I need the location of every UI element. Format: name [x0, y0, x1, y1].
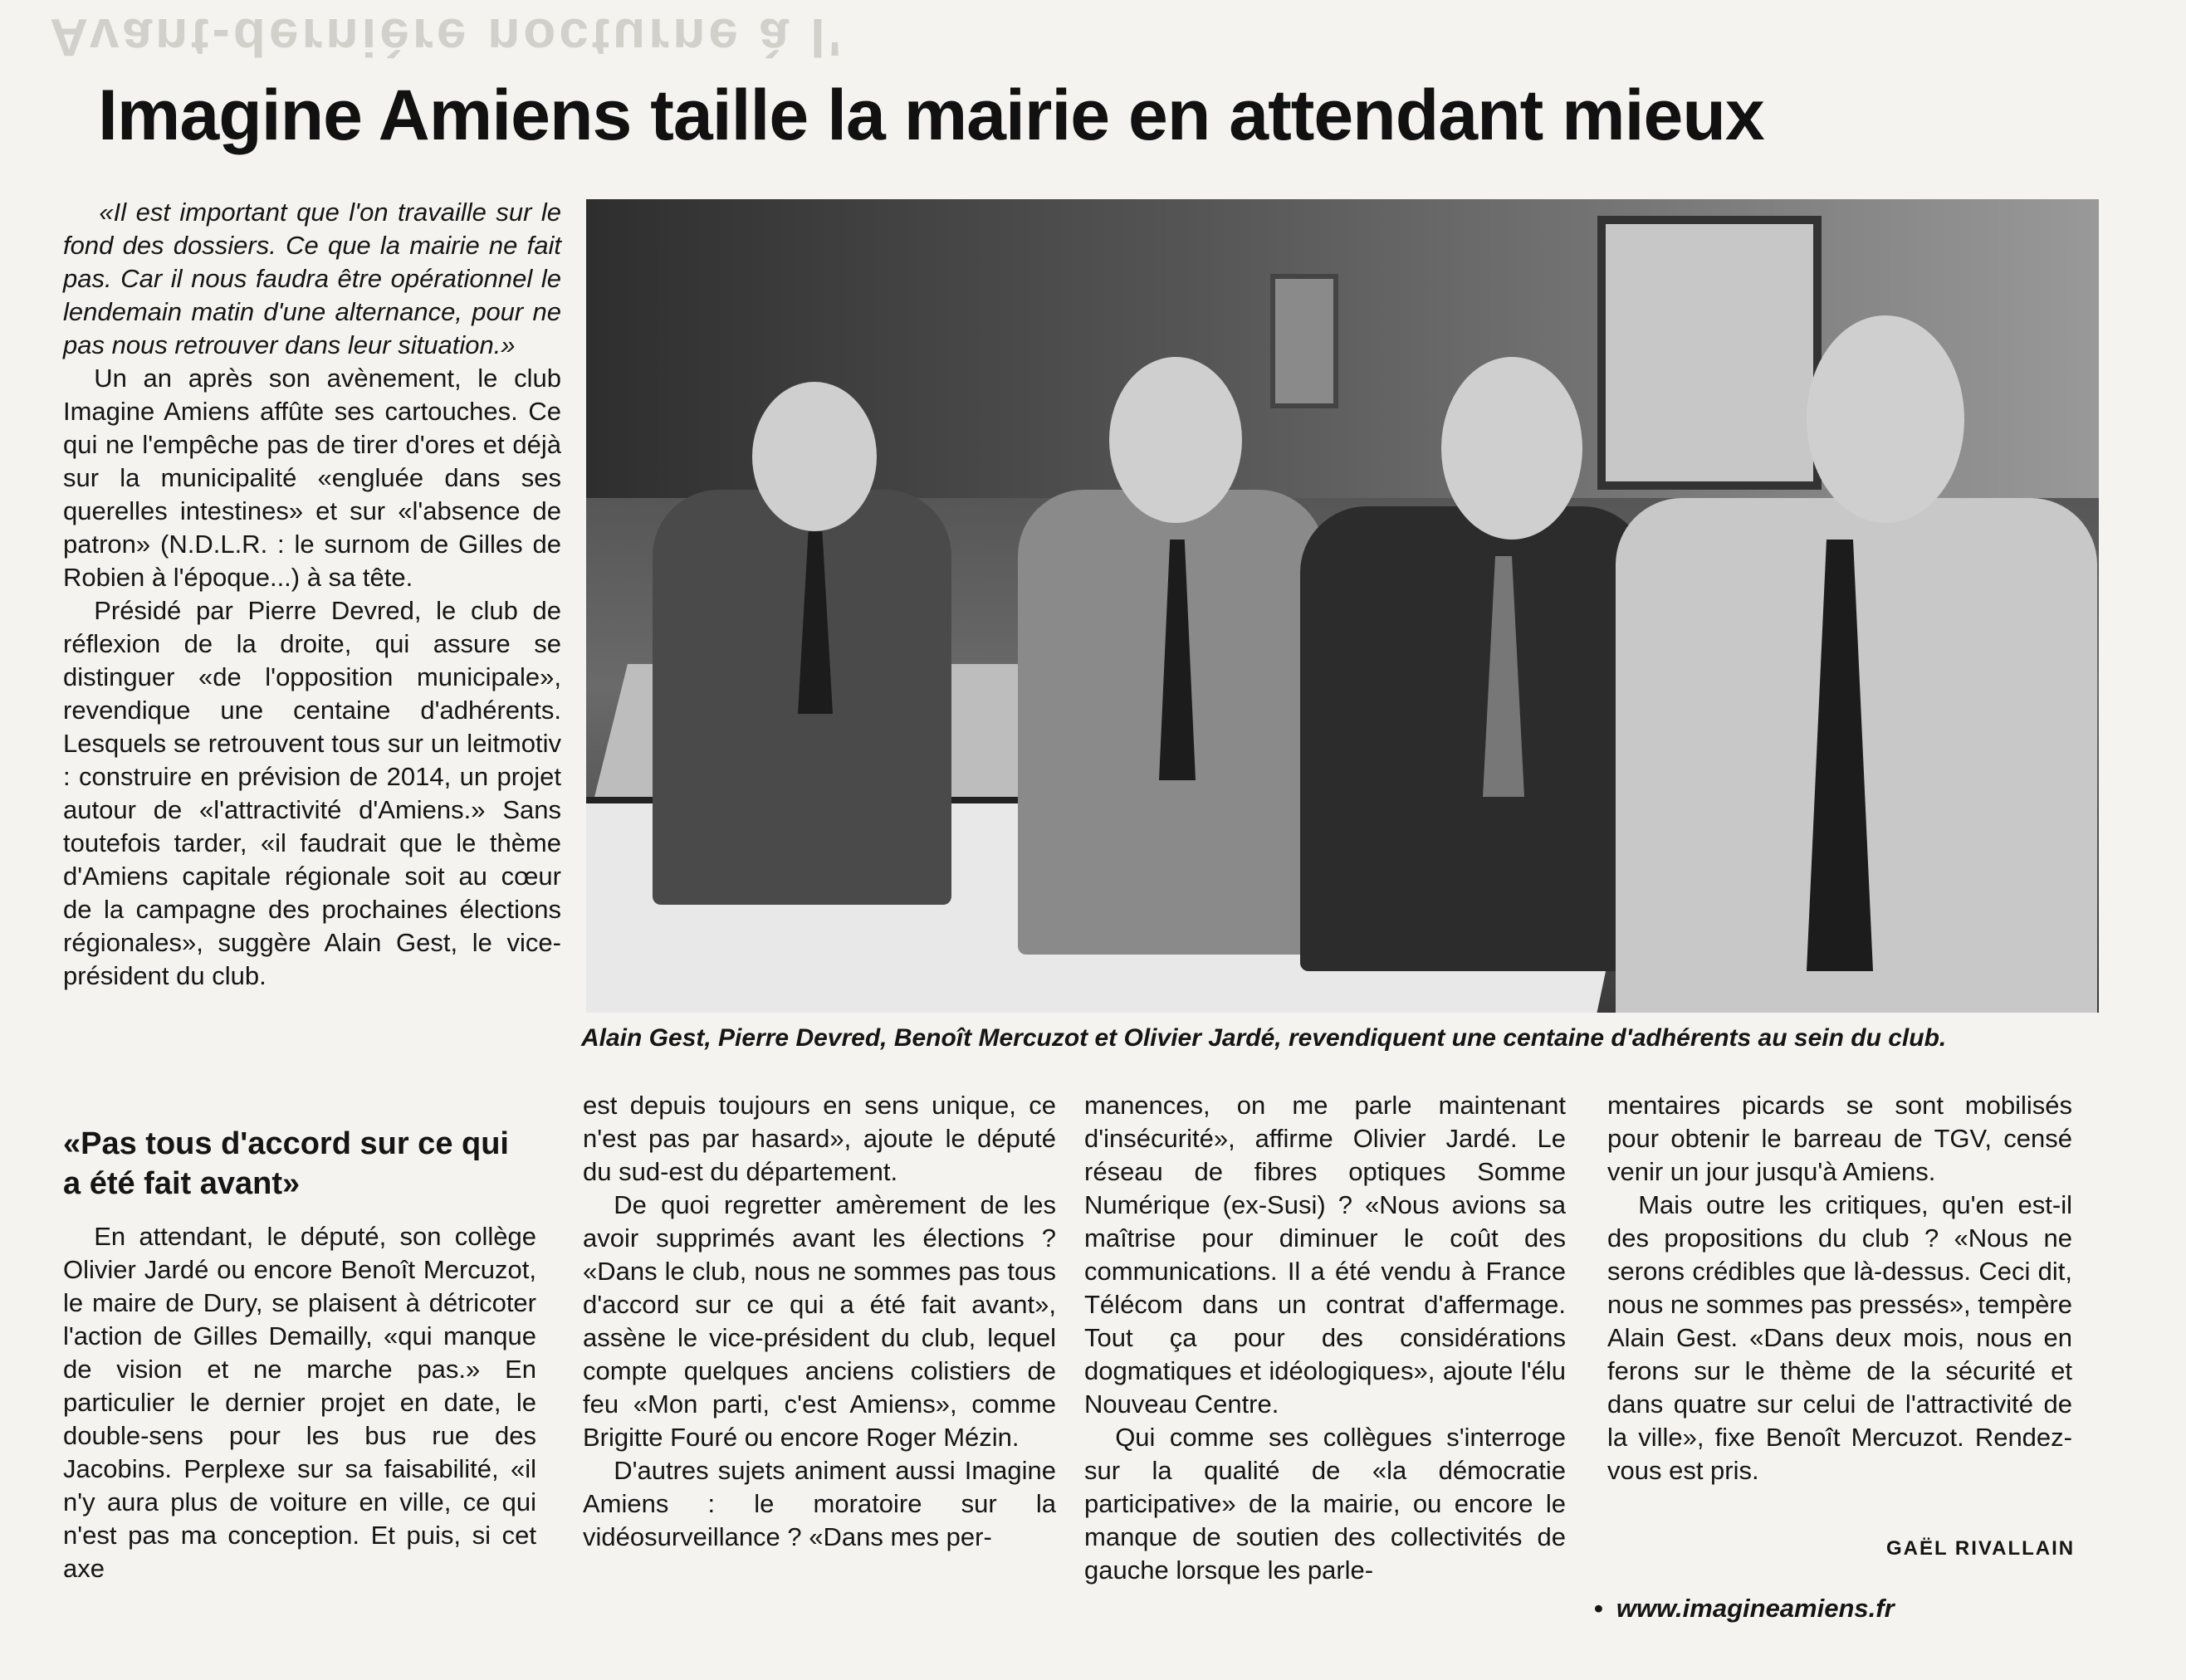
paragraph-col1-3: En attendant, le député, son collège Olivier Jardé ou encore Benoît Mercuzot, le maire de Dury, se plaisent à détricoter l'action de Gilles Demailly, «qui manque de vision et ne marche pas.» En particulier le dernier projet en date, le double-sens pour les bus rue des Jacobins. Perplexe sur sa faisabilité, «il n'y aura plus de voiture en ville, ce qui n'est pas ma conception. Et puis, si cet axe — [63, 1222, 536, 1583]
photo-wall-frame-small — [1270, 274, 1338, 408]
intro-quote: «Il est important que l'on travaille sur le fond des dossiers. Ce que la mairie ne fait pas. Car il nous faudra être opérationnel le lendemain matin d'une alternance, pour ne pas nous retrouver dans leur situation.» — [63, 198, 561, 359]
paragraph-col2-3: D'autres sujets animent aussi Imagine Amiens : le moratoire sur la vidéosurveillance ? «Dans mes per- — [583, 1456, 1056, 1551]
column-4 — [1607, 1089, 2072, 1487]
column-1-lower — [63, 1220, 536, 1585]
article-byline: GAËL RIVALLAIN — [1886, 1537, 2076, 1560]
paragraph-col2-1: est depuis toujours en sens unique, ce n'est pas par hasard», ajoute le député du sud-est du département. — [583, 1091, 1056, 1186]
photo-caption: Alain Gest, Pierre Devred, Benoît Mercuzot et Olivier Jardé, revendiquent une centaine d'adhérents au sein du club. — [581, 1024, 1947, 1052]
article-photo — [586, 199, 2099, 1013]
column-3 — [1084, 1089, 1566, 1587]
photo-wall-frame-large — [1597, 216, 1822, 490]
website-line — [1594, 1594, 1895, 1624]
paragraph-col1-2: Présidé par Pierre Devred, le club de réflexion de la droite, qui assure se distinguer «de l'opposition municipale», revendique une centaine d'adhérents. Lesquels se retrouvent tous sur un leitmotiv : construire en prévision de 2014, un projet autour de «l'attractivité d'Amiens.» Sans toutefois tarder, «il faudrait que le thème d'Amiens capitale régionale soit au cœur de la campagne des prochaines élections régionales», suggère Alain Gest, le vice-président du club. — [63, 596, 561, 990]
paragraph-col4-2: Mais outre les critiques, qu'en est-il des propositions du club ? «Nous ne serons crédibles que là-dessus. Ceci dit, nous ne sommes pas pressés», tempère Alain Gest. «Dans deux mois, nous en ferons sur le thème de la sécurité et dans quatre sur celui de l'attractivité de la ville», fixe Benoît Mercuzot. Rendez-vous est pris. — [1607, 1190, 2072, 1485]
column-2 — [583, 1089, 1056, 1554]
website-link[interactable]: www.imagineamiens.fr — [1616, 1594, 1895, 1623]
article-subheading: «Pas tous d'accord sur ce qui a été fait avant» — [63, 1126, 509, 1201]
bleed-through-text: Avant-dernière nocturne à l' — [50, 7, 845, 67]
column-1 — [63, 196, 561, 993]
article-headline: Imagine Amiens taille la mairie en attendant mieux — [98, 76, 1764, 155]
paragraph-col3-2: Qui comme ses collègues s'interroge sur la qualité de «la démocratie participative» de la mairie, ou encore le manque de soutien des collectivités de gauche lorsque les parle- — [1084, 1423, 1566, 1585]
paragraph-col4-1: mentaires picards se sont mobilisés pour obtenir le barreau de TGV, censé venir un jour jusqu'à Amiens. — [1607, 1091, 2072, 1186]
paragraph-col3-1: manences, on me parle maintenant d'insécurité», affirme Olivier Jardé. Le réseau de fibres optiques Somme Numérique (ex-Susi) ? «Nous avions sa maîtrise pour diminuer le coût des communications. Il a été vendu à France Télécom dans un contrat d'affermage. Tout ça pour des considérations dogmatiques et idéologiques», ajoute l'élu Nouveau Centre. — [1084, 1091, 1566, 1419]
bullet-icon: • — [1594, 1594, 1603, 1623]
paragraph-col2-2: De quoi regretter amèrement de les avoir supprimés avant les élections ? «Dans le club, nous ne sommes pas tous d'accord sur ce qui a été fait avant», assène le vice-président du club, lequel compte quelques anciens colistiers de feu «Mon parti, c'est Amiens», comme Brigitte Fouré ou encore Roger Mézin. — [583, 1190, 1056, 1452]
paragraph-col1-1: Un an après son avènement, le club Imagine Amiens affûte ses cartouches. Ce qui ne l'empêche pas de tirer d'ores et déjà sur la municipalité «engluée dans ses querelles intestines» et sur «l'absence de patron» (N.D.L.R. : le surnom de Gilles de Robien à l'époque...) à sa tête. — [63, 364, 561, 592]
